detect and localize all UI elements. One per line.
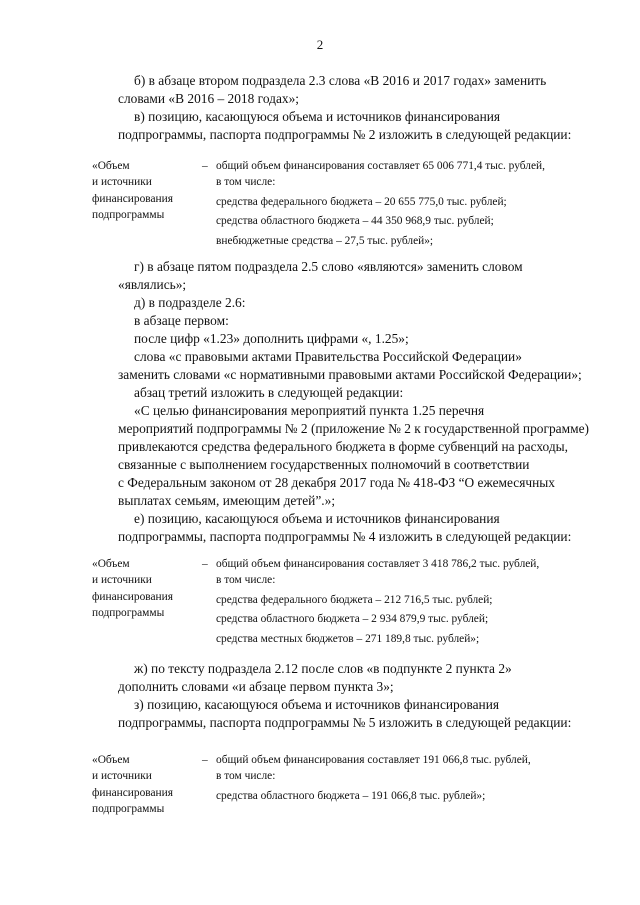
item-z-line1: з) позицию, касающуюся объема и источников финансирования <box>134 697 500 712</box>
quote-line4: связанные с выполнением государственных полномочий в соответствии <box>118 457 530 472</box>
item-d-line6: абзац третий изложить в следующей редакции: <box>134 385 404 400</box>
item-zh-line1: ж) по тексту подраздела 2.12 после слов «в подпункте 2 пункта 2» <box>134 661 512 676</box>
item-z-line2: подпрограммы, паспорта подпрограммы № 5 изложить в следующей редакции: <box>118 715 572 730</box>
passport-dash: – <box>202 558 208 570</box>
item-d-line3: после цифр «1.23» дополнить цифрами «, 1.25»; <box>134 331 409 346</box>
passport-dash: – <box>202 754 208 766</box>
passport-values: общий объем финансирования составляет 3 418 786,2 тыс. рублей, в том числе: средства федерального бюджета – 212 716,5 тыс. рублей; средства областного бюджета – 2 934 879,9 тыс. рублей; средства местных бюджетов – 271 189,8 тыс. рублей»; <box>216 558 540 645</box>
passport-values: общий объем финансирования составляет 191 066,8 тыс. рублей, в том числе: средства областного бюджета – 191 066,8 тыс. рублей»; <box>216 754 531 802</box>
item-zh-line2: дополнить словами «и абзаце первом пункта 3»; <box>118 679 394 694</box>
item-d-line1: д) в подразделе 2.6: <box>134 295 246 310</box>
quote-line1: «С целью финансирования мероприятий пункта 1.25 перечня <box>134 403 485 418</box>
quote-line6: выплатах семьям, имеющим детей”.»; <box>118 493 336 508</box>
item-g-line1: г) в абзаце пятом подраздела 2.5 слово «являются» заменить словом <box>134 259 523 274</box>
item-b-line1: б) в абзаце втором подраздела 2.3 слова «В 2016 и 2017 годах» заменить <box>134 73 547 88</box>
item-e-line2: подпрограммы, паспорта подпрограммы № 4 изложить в следующей редакции: <box>118 529 572 544</box>
passport-dash: – <box>202 160 208 172</box>
item-e-line1: е) позицию, касающуюся объема и источников финансирования <box>134 511 500 526</box>
page-number: 2 <box>316 37 324 52</box>
passport-label: «Объем и источники финансирования подпрограммы <box>92 754 173 816</box>
item-d-line4: слова «с правовыми актами Правительства Российской Федерации» <box>134 349 522 364</box>
quote-line2: мероприятий подпрограммы № 2 (приложение № 2 к государственной программе) <box>118 421 589 436</box>
quote-line5: с Федеральным законом от 28 декабря 2017 года № 418-ФЗ “О ежемесячных <box>118 475 555 490</box>
item-v-line2: подпрограммы, паспорта подпрограммы № 2 изложить в следующей редакции: <box>118 127 572 142</box>
item-b-line2: словами «В 2016 – 2018 годах»; <box>118 91 300 106</box>
quote-line3: привлекаются средства федерального бюджета в форме субвенций на расходы, <box>118 439 568 454</box>
passport-label: «Объем и источники финансирования подпрограммы <box>92 160 173 222</box>
item-v-line1: в) позицию, касающуюся объема и источников финансирования <box>134 109 501 124</box>
passport-label: «Объем и источники финансирования подпрограммы <box>92 558 173 620</box>
item-d-line2: в абзаце первом: <box>134 313 229 328</box>
item-d-line5: заменить словами «с нормативными правовыми актами Российской Федерации»; <box>118 367 582 382</box>
item-g-line2: «являлись»; <box>118 277 187 292</box>
passport-values: общий объем финансирования составляет 65 006 771,4 тыс. рублей, в том числе: средства федерального бюджета – 20 655 775,0 тыс. рублей; средства областного бюджета – 44 350 968,9 тыс. рублей; внебюджетные средства – 27,5 тыс. рублей»; <box>216 160 545 247</box>
